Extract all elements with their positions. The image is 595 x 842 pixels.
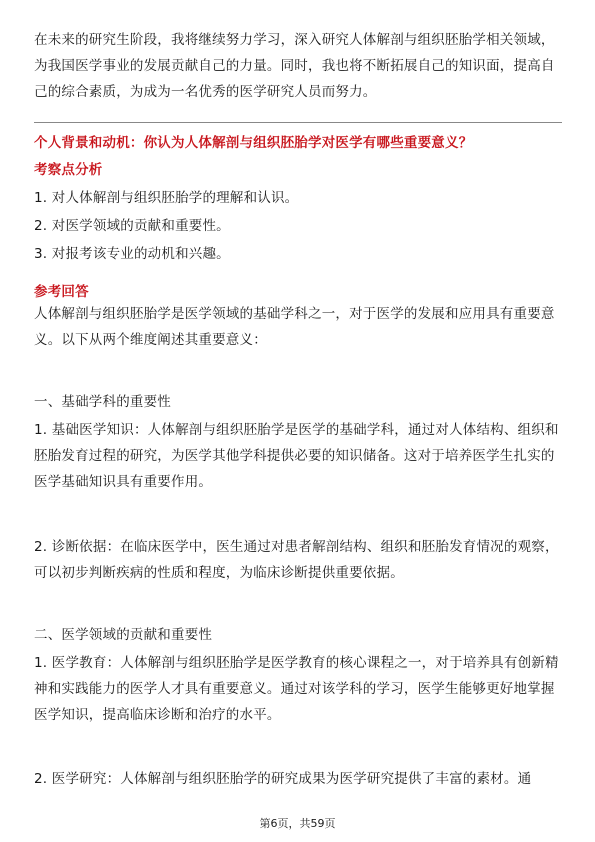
answer-intro: 人体解剖与组织胚胎学是医学领域的基础学科之一，对于医学的发展和应用具有重要意义。以下从两个维度阐述其重要意义： (34, 306, 555, 348)
question-heading: 个人背景和动机：你认为人体解剖与组织胚胎学对医学有哪些重要意义？ (34, 135, 473, 151)
analysis-item-3: 3. 对报考该专业的动机和兴趣。 (34, 246, 230, 262)
section2-title: 二、医学领域的贡献和重要性 (34, 627, 213, 643)
section2-paragraph-1: 1. 医学教育：人体解剖与组织胚胎学是医学教育的核心课程之一，对于培养具有创新精神和实践能力的医学人才具有重要意义。通过对该学科的学习，医学生能够更好地掌握医学知识，提高临床诊断和治疗的水平。 (34, 655, 559, 723)
analysis-heading: 考察点分析 (34, 162, 103, 178)
answer-heading: 参考回答 (34, 284, 89, 300)
section1-paragraph-2: 2. 诊断依据：在临床医学中，医生通过对患者解剖结构、组织和胚胎发育情况的观察，可以初步判断疾病的性质和程度，为临床诊断提供重要依据。 (34, 539, 559, 581)
section1-title: 一、基础学科的重要性 (34, 394, 171, 410)
section-divider (34, 122, 562, 123)
section2-paragraph-2: 2. 医学研究：人体解剖与组织胚胎学的研究成果为医学研究提供了丰富的素材。通 (34, 771, 532, 787)
intro-paragraph: 在未来的研究生阶段，我将继续努力学习，深入研究人体解剖与组织胚胎学相关领域，为我国医学事业的发展贡献自己的力量。同时，我也将不断拓展自己的知识面，提高自己的综合素质，为成为一名优秀的医学研究人员而努力。 (34, 32, 555, 100)
analysis-item-1: 1. 对人体解剖与组织胚胎学的理解和认识。 (34, 190, 299, 206)
section1-paragraph-1: 1. 基础医学知识：人体解剖与组织胚胎学是医学的基础学科，通过对人体结构、组织和胚胎发育过程的研究，为医学其他学科提供必要的知识储备。这对于培养医学生扎实的医学基础知识具有重要作用。 (34, 422, 559, 490)
analysis-item-2: 2. 对医学领域的贡献和重要性。 (34, 218, 230, 234)
page-number-footer: 第6页，共59页 (259, 817, 336, 830)
